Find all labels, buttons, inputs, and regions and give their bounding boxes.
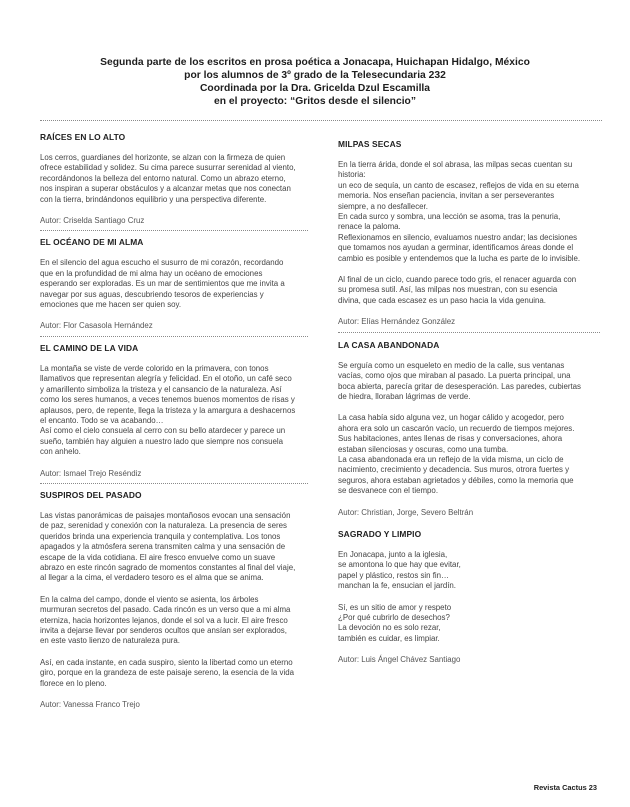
text-line: también es cuidar, es limpiar. (338, 633, 440, 643)
text-line: murmuran secretos del pasado. Cada rincón es un verso que a mi alma (40, 605, 291, 615)
text-line: memoria. Nos enseñan paciencia, invitan a ser perseverantes (338, 191, 555, 201)
text-line: abrazo en este rincón sagrado de momentos constantes al final del viaje, (40, 562, 296, 572)
text-line: navegar por sus aguas, descubriendo tesoros de experiencias y (40, 289, 264, 299)
section-title: RAÍCES EN LO ALTO (40, 132, 126, 142)
section-title: LA CASA ABANDONADA (338, 339, 440, 350)
text-line: con la tierra, brindándonos equilibrio y una perspectiva diferente. (40, 194, 267, 204)
text-line: manchan la fe, ensucian el jardín. (338, 581, 456, 591)
text-line: que en la profundidad de mi alma hay un océano de emociones (40, 268, 263, 278)
text-line: con anhelo. (40, 447, 81, 457)
text-line: llamativos que representan alegría y felicidad. En el otoño, un café seco (40, 374, 292, 384)
text-line: En la tierra árida, donde el sol abrasa, las milpas secas cuentan su (338, 160, 573, 169)
text-line: que tomamos nos ayudan a germinar, identificamos áreas donde el (338, 243, 574, 253)
text-line: en este vasto lienzo de naturaleza pura. (40, 636, 180, 646)
section-text (40, 511, 308, 689)
text-line: giro, porque en la grandeza de este paisaje sereno, la esencia de la vida (40, 668, 294, 678)
text-line: su promesa sutil. Así, las milpas nos muestran, con su esencia (338, 285, 558, 295)
header-line: Segunda parte de los escritos en prosa poética a Jonacapa, Huichapan Hidalgo, México (100, 57, 530, 68)
text-line: florece en lo pleno. (40, 678, 107, 688)
text-line: ofrece estabilidad y solidez. Su cima parece susurrar serenidad al viento, (40, 163, 296, 173)
text-line: sueño, también hay alguien a nuestro lado que siempre nos consuela (40, 436, 284, 446)
section-author: Autor: Criselda Santiago Cruz (40, 216, 145, 226)
section-title: EL OCÉANO DE MI ALMA (40, 237, 144, 248)
text-line: Se erguía como un esqueleto en medio de la calle, sus ventanas (338, 360, 565, 370)
page-header (40, 56, 590, 108)
text-line: Al final de un ciclo, cuando parece todo gris, el renacer aguarda con (338, 275, 577, 285)
header-line: por los alumnos de 3º grado de la Telesecundaria 232 (184, 70, 446, 81)
text-line: se desvanece con el tiempo. (338, 486, 439, 496)
text-line: Así, en cada instante, en cada suspiro, siento la libertad como un eterno (40, 657, 293, 667)
text-line: recordándonos la belleza del entorno natural. Como un abrazo eterno, (40, 173, 286, 183)
left-column (40, 123, 308, 710)
page-footer: Revista Cactus 23 (533, 783, 597, 792)
right-column (338, 131, 600, 666)
text-line: aplausos, pero, de repente, llega la tristeza y la amargura a deshacernos (40, 405, 296, 415)
text-line: el encanto. Todo se va acabando… (40, 415, 164, 425)
section-author: Autor: Luis Ángel Chávez Santiago (338, 655, 461, 665)
text-line: de paz, serenidad y conexión con la naturaleza. La presencia de seres (40, 521, 287, 531)
section-text (40, 258, 308, 310)
text-line: se amontona lo que hay que evitar, (338, 560, 461, 570)
text-line: un eco de sequía, un canto de escasez, reflejos de vida en su eterna (338, 180, 579, 190)
top-divider (40, 120, 602, 121)
section-text (40, 153, 308, 205)
text-line: En Jonacapa, junto a la iglesia, (338, 549, 448, 559)
text-line: La casa había sido alguna vez, un hogar cálido y acogedor, pero (338, 413, 564, 423)
text-line: y amarillento simboliza la tristeza y el cansancio de la naturaleza. Así (40, 384, 282, 394)
text-line: al llegar a la cima, el verdadero tesoro es el alma que se anima. (40, 573, 264, 583)
section-title: SUSPIROS DEL PASADO (40, 489, 142, 500)
text-line: cambio es posible y entendemos que la lucha es parte de lo invisible. (338, 253, 581, 263)
section-text (338, 550, 600, 644)
text-line: divina, que cada escasez es un paso hacia la vida genuina. (338, 295, 546, 305)
text-line: papel y plástico, restos sin fin… (338, 570, 449, 580)
section-author: Autor: Ismael Trejo Reséndiz (40, 468, 142, 478)
text-line: seguros, ahora estaban agrietados y débiles, como la memoria que (338, 475, 574, 485)
text-line: En el silencio del agua escucho el susurro de mi corazón, recordando (40, 258, 284, 268)
text-line: Las vistas panorámicas de paisajes montañosos evocan una sensación (40, 510, 291, 520)
text-line: nacimiento, crecimiento y decadencia. Sus muros, otrora fuertes y (338, 465, 570, 475)
text-line: boca abierta, parecía gritar de desesperación. Las paredes, cubiertas (338, 381, 582, 391)
text-line: La casa abandonada era un reflejo de la vida misma, un ciclo de (338, 454, 564, 464)
text-line: queridos brinda una experiencia tranquila y contemplativa. Los tonos (40, 531, 281, 541)
text-line: En cada surco y sombra, una lección se asoma, tras la penuria, (338, 212, 561, 222)
text-line: ahora era solo un cascarón vacío, un recuerdo de tiempos mejores. (338, 423, 575, 433)
text-line: siempre, a no desfallecer. (338, 201, 428, 211)
section-author: Autor: Vanessa Franco Trejo (40, 700, 140, 710)
text-line: vacías, como ojos que miraban al pasado. La puerta principal, una (338, 371, 571, 381)
text-line: como los seres humanos, a veces tenemos buenos momentos de risas y (40, 395, 295, 405)
text-line: Los cerros, guardianes del horizonte, se alzan con la firmeza de quien (40, 153, 286, 162)
section-author: Autor: Flor Casasola Hernández (40, 321, 153, 331)
text-line: Reflexionamos en silencio, evaluamos nuestro andar; las decisiones (338, 232, 578, 242)
section-author: Autor: Elías Hernández González (338, 317, 456, 327)
text-line: de hiedra, lloraban lágrimas de verde. (338, 391, 471, 401)
text-line: esperando ser exploradas. Es un mar de sentimientos que me invita a (40, 279, 285, 289)
section-text (40, 364, 308, 458)
text-line: estaban silenciosas y oscuras, como una tumba. (338, 444, 509, 454)
text-line: historia: (338, 170, 366, 180)
text-line: nos inspiran a superar obstáculos y a alcanzar metas que nos conectan (40, 184, 291, 194)
section-author: Autor: Christian, Jorge, Severo Beltrán (338, 507, 474, 517)
text-line: eterniza, hacia horizontes lejanos, donde el sol va a lucir. El aire fresco (40, 615, 288, 625)
section-title: SAGRADO Y LIMPIO (338, 528, 422, 539)
text-line: La devoción no es solo rezar, (338, 623, 441, 633)
section-title: MILPAS SECAS (338, 139, 402, 149)
section-text (338, 160, 600, 306)
section-text (338, 361, 600, 497)
header-line: en el proyecto: “Gritos desde el silencio” (214, 96, 416, 107)
text-line: Sí, es un sitio de amor y respeto (338, 602, 452, 612)
text-line: En la calma del campo, donde el viento se asienta, los árboles (40, 594, 259, 604)
text-line: ¿Por qué cubrirlo de desechos? (338, 613, 450, 622)
text-line: emociones que me hacen ser quien soy. (40, 300, 182, 310)
text-line: apagados y la atmósfera serena transmiten calma y una sensación de (40, 542, 286, 552)
text-line: invita a dejarse llevar por senderos ocultos que ansían ser explorados, (40, 626, 287, 635)
text-line: escape de la vida cotidiana. El aire fresco envuelve como un suave (40, 552, 276, 562)
text-line: Sus habitaciones, antes llenas de risas y conversaciones, ahora (338, 434, 563, 444)
text-line: La montaña se viste de verde colorido en la primavera, con tonos (40, 363, 269, 373)
header-line: Coordinada por la Dra. Gricelda Dzul Escamilla (199, 83, 431, 94)
text-line: renace la paloma. (338, 222, 401, 232)
text-line: Así como el cielo consuela al cerro con su bello atardecer y parece un (40, 426, 286, 436)
section-title: EL CAMINO DE LA VIDA (40, 342, 139, 353)
